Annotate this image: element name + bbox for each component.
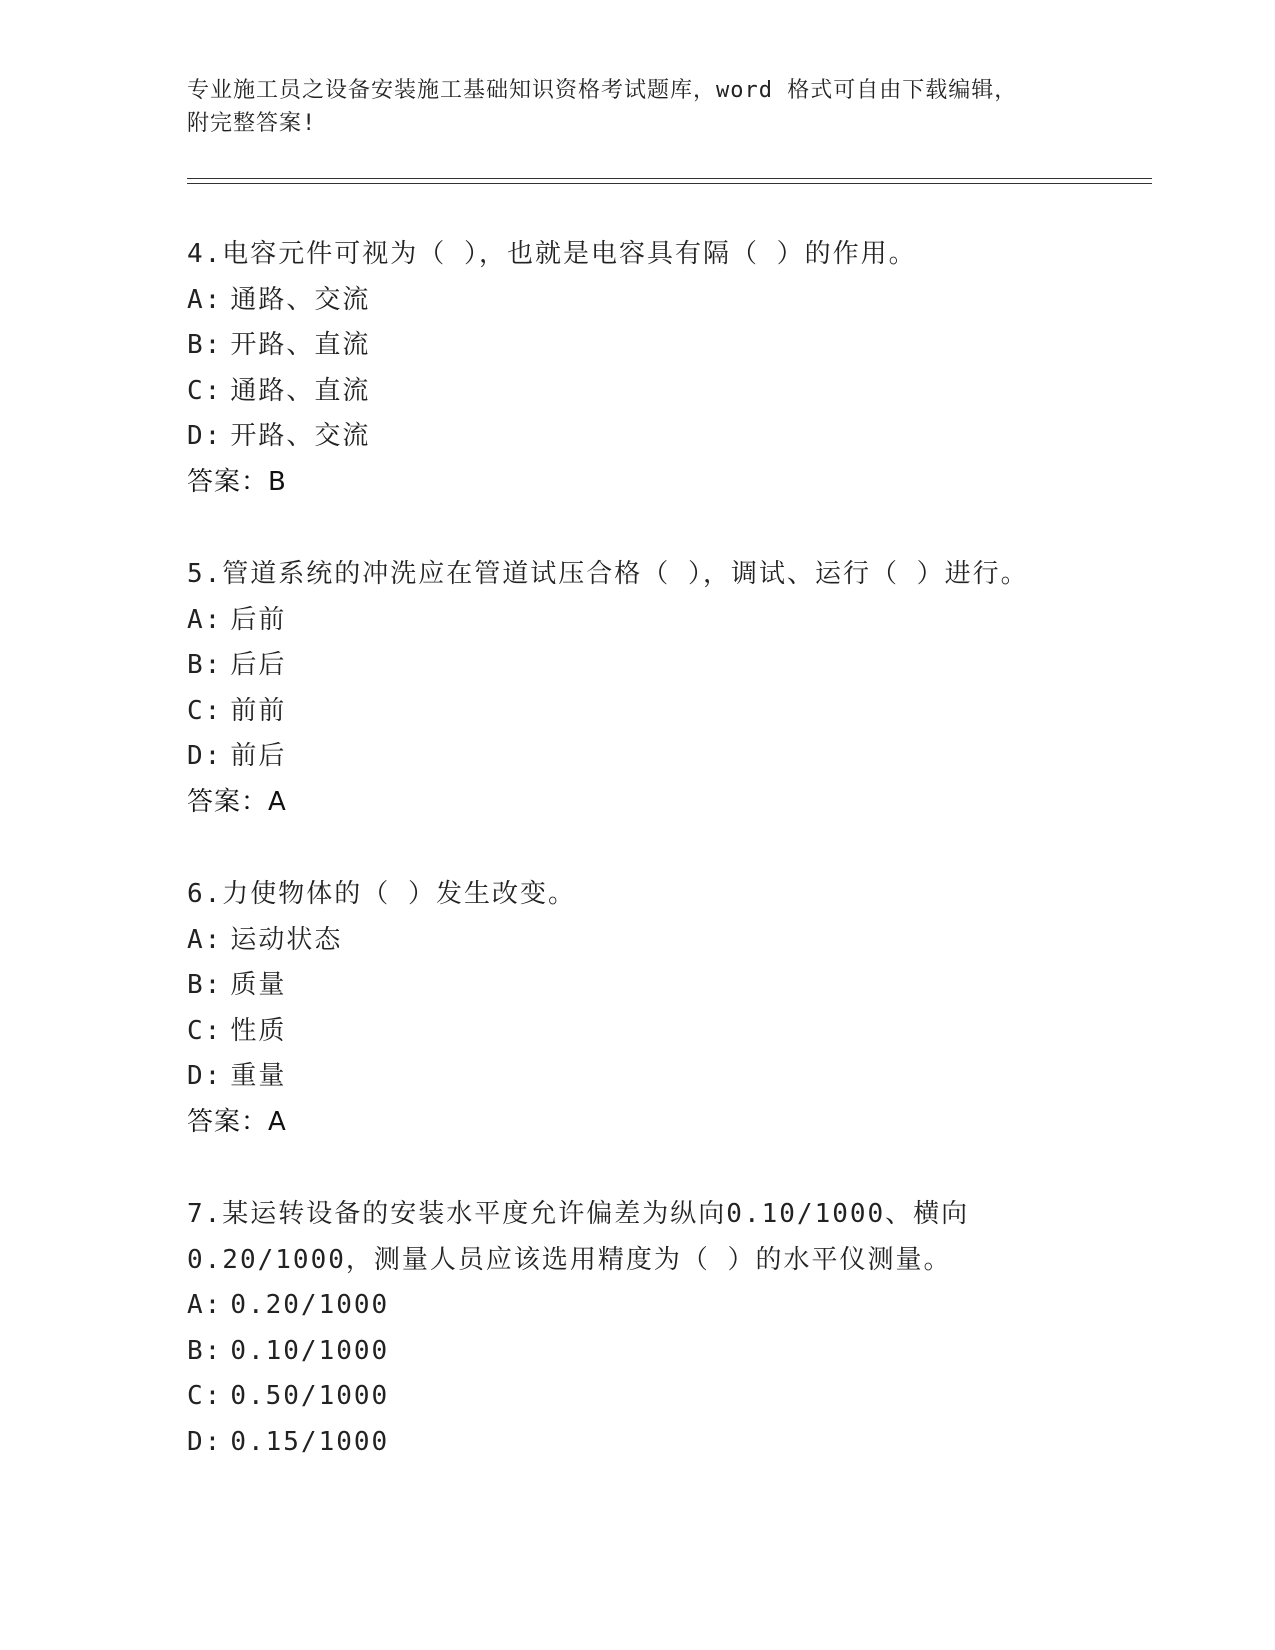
option-b bbox=[187, 1329, 1147, 1375]
answer-label: 答案： bbox=[187, 466, 269, 497]
option-c bbox=[187, 689, 1147, 735]
header-divider-bottom bbox=[187, 183, 1152, 184]
header-line-2: 附完整答案! bbox=[187, 111, 317, 136]
option-c bbox=[187, 1009, 1147, 1055]
option-text: 0.50/1000 bbox=[230, 1381, 390, 1411]
option-letter: D: bbox=[187, 741, 223, 771]
option-text: 性质 bbox=[230, 1015, 287, 1046]
option-text: 通路、直流 bbox=[230, 375, 371, 406]
question-stem: 7.某运转设备的安装水平度允许偏差为纵向0.10/1000、横向 bbox=[187, 1199, 970, 1229]
option-letter: A: bbox=[187, 1290, 223, 1320]
option-letter: D: bbox=[187, 1061, 223, 1091]
option-text: 0.20/1000 bbox=[230, 1290, 390, 1320]
question-item bbox=[187, 1192, 1147, 1465]
question-list bbox=[187, 232, 1147, 1512]
option-text: 0.15/1000 bbox=[230, 1426, 390, 1457]
answer-label: 答案： bbox=[187, 1106, 269, 1137]
answer-value: A bbox=[268, 786, 286, 817]
option-text: 质量 bbox=[230, 970, 287, 1000]
answer-label: 答案： bbox=[187, 786, 269, 817]
option-text: 后前 bbox=[230, 604, 287, 635]
option-letter: D: bbox=[187, 1426, 223, 1457]
question-stem: 6.力使物体的（ ）发生改变。 bbox=[187, 879, 576, 909]
answer-row bbox=[187, 780, 1147, 826]
question-item bbox=[187, 232, 1147, 505]
option-d bbox=[187, 1420, 1147, 1466]
answer-value: A bbox=[268, 1106, 286, 1137]
option-c bbox=[187, 369, 1147, 415]
option-letter: B: bbox=[187, 1335, 223, 1366]
option-letter: B: bbox=[187, 330, 223, 360]
option-letter: C: bbox=[187, 375, 223, 406]
option-a bbox=[187, 918, 1147, 964]
option-text: 前前 bbox=[230, 695, 287, 726]
option-text: 开路、交流 bbox=[230, 421, 371, 451]
answer-row bbox=[187, 1100, 1147, 1146]
option-text: 后后 bbox=[230, 650, 287, 680]
option-b bbox=[187, 323, 1147, 369]
option-text: 运动状态 bbox=[230, 924, 343, 955]
option-d bbox=[187, 734, 1147, 780]
answer-row bbox=[187, 460, 1147, 506]
header-line-1: 专业施工员之设备安装施工基础知识资格考试题库，word 格式可自由下载编辑， bbox=[187, 78, 1018, 103]
option-text: 开路、直流 bbox=[230, 330, 371, 360]
option-letter: A: bbox=[187, 924, 223, 955]
option-a bbox=[187, 598, 1147, 644]
question-stem-continued: 0.20/1000，测量人员应该选用精度为（ ）的水平仪测量。 bbox=[187, 1244, 952, 1275]
option-text: 0.10/1000 bbox=[230, 1335, 390, 1366]
question-item bbox=[187, 552, 1147, 825]
option-d bbox=[187, 414, 1147, 460]
answer-value: B bbox=[268, 466, 286, 497]
option-letter: D: bbox=[187, 421, 223, 451]
option-text: 通路、交流 bbox=[230, 284, 371, 315]
option-letter: A: bbox=[187, 284, 223, 315]
option-letter: B: bbox=[187, 650, 223, 680]
option-c bbox=[187, 1374, 1147, 1420]
header-divider-top bbox=[187, 178, 1152, 179]
option-letter: C: bbox=[187, 695, 223, 726]
document-header bbox=[187, 74, 1087, 140]
option-letter: B: bbox=[187, 970, 223, 1000]
option-letter: C: bbox=[187, 1015, 223, 1046]
question-item bbox=[187, 872, 1147, 1145]
option-a bbox=[187, 278, 1147, 324]
question-stem: 5.管道系统的冲洗应在管道试压合格（ ），调试、运行（ ）进行。 bbox=[187, 559, 1029, 589]
question-stem: 4.电容元件可视为（ ），也就是电容具有隔（ ）的作用。 bbox=[187, 239, 917, 269]
option-letter: A: bbox=[187, 604, 223, 635]
option-a bbox=[187, 1283, 1147, 1329]
option-b bbox=[187, 643, 1147, 689]
option-letter: C: bbox=[187, 1381, 223, 1411]
option-text: 重量 bbox=[230, 1061, 287, 1091]
option-d bbox=[187, 1054, 1147, 1100]
option-text: 前后 bbox=[230, 741, 287, 771]
option-b bbox=[187, 963, 1147, 1009]
